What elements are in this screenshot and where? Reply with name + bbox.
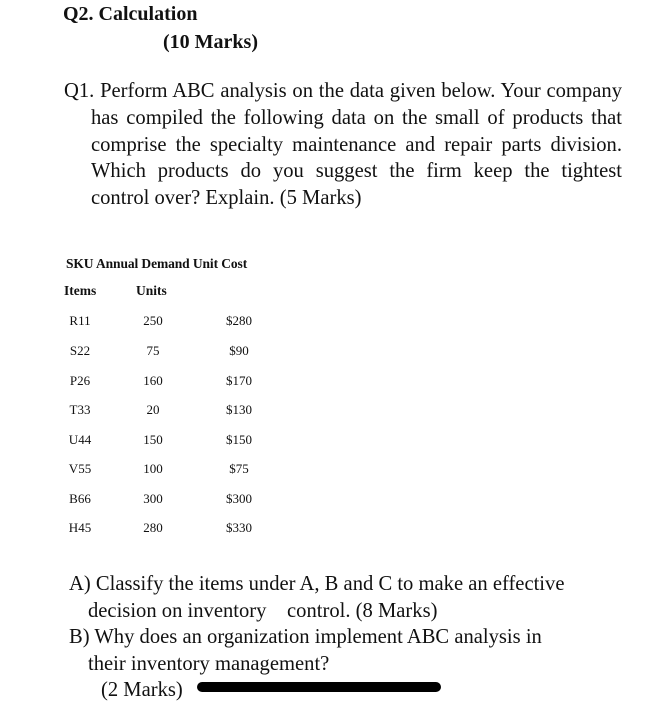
table-cell-cost: $170: [226, 373, 252, 388]
redaction-bar: [197, 682, 441, 692]
table-cell-cost: $280: [226, 313, 252, 328]
table-cell-units: 100: [143, 461, 163, 476]
table-cell-item: T33: [69, 402, 91, 417]
table-cell-units: 160: [143, 373, 163, 388]
column-header-items: Items: [64, 283, 97, 298]
table-cell-item: H45: [68, 520, 92, 535]
table-cell-units: 75: [146, 343, 160, 358]
table-cell-item: S22: [69, 343, 91, 358]
table-cell-cost: $150: [226, 432, 252, 447]
table-header-line: SKU Annual Demand Unit Cost: [66, 256, 248, 271]
table-cell-item: R11: [69, 313, 91, 328]
subquestion-b-line3: (2 Marks): [101, 679, 183, 701]
table-cell-units: 280: [143, 520, 163, 535]
question-1-text: Q1. Perform ABC analysis on the data given below. Your company has compiled the following data on the small of products that comprise the specialty maintenance and repair parts division. Which products do you suggest the firm keep the tightest control over? Explain. (5 Marks): [64, 80, 622, 210]
column-header-units: Units: [136, 283, 167, 298]
table-cell-cost: $130: [226, 402, 252, 417]
table-cell-item: B66: [69, 491, 91, 506]
table-cell-item: P26: [69, 373, 91, 388]
subquestion-a-line2: decision on inventory control. (8 Marks): [88, 599, 438, 622]
table-cell-units: 250: [143, 313, 163, 328]
subquestion-a-line1: A) Classify the items under A, B and C to make an effective: [69, 573, 565, 595]
table-cell-cost: $330: [226, 520, 252, 535]
question-marks: (10 Marks): [163, 31, 258, 53]
table-cell-units: 20: [146, 402, 160, 417]
table-cell-item: U44: [68, 432, 92, 447]
table-cell-cost: $90: [229, 343, 249, 358]
table-cell-cost: $75: [229, 461, 249, 476]
subquestion-b-line2: their inventory management?: [88, 652, 330, 675]
table-cell-cost: $300: [226, 491, 252, 506]
subquestion-b-line1: B) Why does an organization implement ABC analysis in: [69, 626, 542, 648]
question-title: Q2. Calculation: [63, 3, 198, 25]
table-cell-item: V55: [68, 461, 92, 476]
table-cell-units: 150: [143, 432, 163, 447]
subquestion-a: [69, 571, 564, 624]
table-cell-units: 300: [143, 491, 163, 506]
